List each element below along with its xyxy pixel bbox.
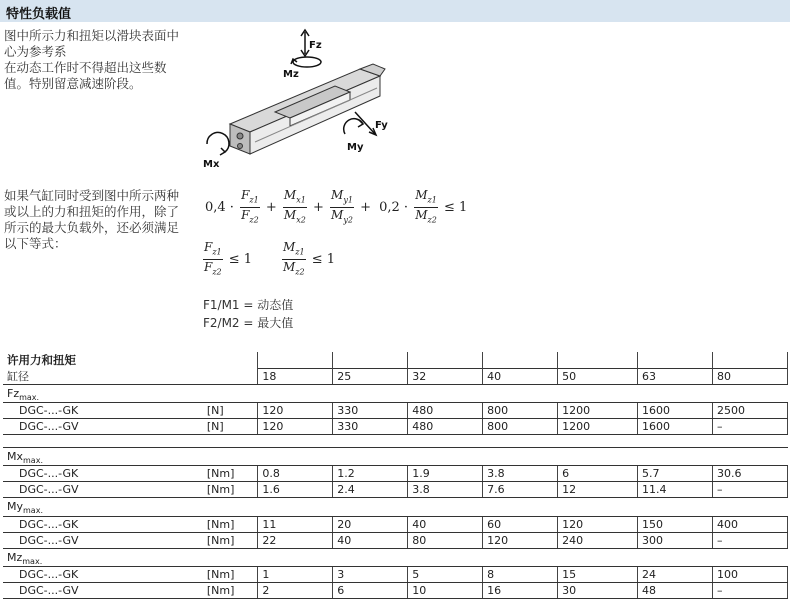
mz-ratio-formula — [282, 240, 337, 280]
formula-subscript: y1 — [343, 195, 353, 205]
table-title-spacer — [258, 352, 333, 368]
value-cell: 10 — [408, 582, 483, 598]
value-cell: 3.8 — [483, 466, 558, 482]
value-cell: 300 — [638, 532, 713, 548]
group-label — [3, 548, 788, 566]
value-cell: 1200 — [558, 403, 638, 419]
formula-plus: + — [312, 200, 324, 216]
mz-label: Mz — [283, 69, 299, 80]
formula-term-fz — [203, 240, 223, 280]
value-cell: 40 — [408, 516, 483, 532]
size-header-cell: 80 — [712, 368, 787, 385]
model-cell: DGC-...-GK — [3, 466, 203, 482]
value-cell: 8 — [483, 566, 558, 582]
formula-subscript: z2 — [249, 215, 259, 225]
unit-cell: [Nm] — [203, 532, 258, 548]
group-label — [3, 498, 788, 516]
value-cell: 1200 — [558, 419, 638, 435]
value-cell: 60 — [483, 516, 558, 532]
my-label: My — [347, 142, 364, 153]
value-cell: 120 — [258, 419, 333, 435]
value-cell: 7.6 — [483, 482, 558, 498]
table-title-row — [3, 352, 788, 368]
group-label — [3, 385, 788, 403]
section-title: 特性负载值 — [6, 7, 72, 22]
value-cell: – — [712, 582, 787, 598]
table-group-row — [3, 448, 788, 466]
formula-term-mx — [283, 188, 307, 228]
value-cell: 15 — [558, 566, 638, 582]
table-title-spacer — [483, 352, 558, 368]
value-cell: 5 — [408, 566, 483, 582]
unit-cell: [Nm] — [203, 582, 258, 598]
value-cell: 6 — [558, 466, 638, 482]
intro-line: 心为参考系 — [4, 44, 67, 59]
table-row — [3, 566, 788, 582]
value-cell: 2500 — [712, 403, 787, 419]
formula-symbol: M — [283, 188, 297, 202]
value-cell: 1.9 — [408, 466, 483, 482]
combined-line: 所示的最大负载外，还必须满足 — [4, 220, 180, 235]
value-cell: – — [712, 532, 787, 548]
formula-symbol: F — [204, 240, 213, 254]
formula-symbol: M — [331, 208, 344, 223]
value-cell: 2.4 — [333, 482, 408, 498]
mx-rotation-icon — [207, 133, 229, 155]
value-cell: 330 — [333, 403, 408, 419]
value-cell: 1.2 — [333, 466, 408, 482]
table-row — [3, 403, 788, 419]
unit-cell: [Nm] — [203, 566, 258, 582]
table-title-spacer — [408, 352, 483, 368]
formula-coefficient: 0,2 · — [379, 200, 409, 216]
value-cell: 40 — [333, 532, 408, 548]
fz-arrow — [301, 30, 309, 56]
value-cell: – — [712, 419, 787, 435]
value-cell: 30 — [558, 582, 638, 598]
size-header-cell: 32 — [408, 368, 483, 385]
group-subscript: max. — [23, 456, 43, 466]
formula-term-mz — [414, 188, 438, 228]
unit-header-blank — [203, 368, 258, 385]
formula-subscript: x2 — [296, 215, 306, 225]
table-row — [3, 582, 788, 598]
value-cell: 330 — [333, 419, 408, 435]
value-cell: 20 — [333, 516, 408, 532]
table-title: 许用力和扭矩 — [7, 353, 76, 367]
group-subscript: max. — [22, 556, 43, 566]
formula-subscript: z2 — [295, 267, 305, 277]
value-cell: 12 — [558, 482, 638, 498]
value-cell: 11 — [258, 516, 333, 532]
formula-symbol: F — [204, 260, 213, 275]
table-spacer-cell — [3, 435, 788, 448]
value-cell: – — [712, 482, 787, 498]
group-subscript: max. — [23, 506, 43, 516]
unit-cell: [Nm] — [203, 516, 258, 532]
intro-line: 在动态工作时不得超出这些数 — [4, 60, 167, 75]
combined-load-text — [4, 188, 189, 252]
table-row — [3, 516, 788, 532]
size-header-cell: 50 — [558, 368, 638, 385]
value-cell: 480 — [408, 419, 483, 435]
table-title-spacer — [333, 352, 408, 368]
value-cell: 1600 — [638, 419, 713, 435]
fy-arrow — [355, 112, 376, 135]
combined-line: 以下等式： — [4, 236, 67, 251]
formula-term-mz — [282, 240, 306, 280]
table-title-spacer — [712, 352, 787, 368]
value-cell: 150 — [638, 516, 713, 532]
value-cell: 11.4 — [638, 482, 713, 498]
formula-leq: ≤ 1 — [228, 252, 253, 268]
fy-label: Fy — [375, 120, 388, 131]
size-header-cell: 18 — [258, 368, 333, 385]
section-header — [0, 0, 790, 22]
formula-subscript: y2 — [343, 215, 353, 225]
size-header-cell: 63 — [638, 368, 713, 385]
table-row — [3, 482, 788, 498]
value-cell: 6 — [333, 582, 408, 598]
cylinder-diagram — [195, 24, 410, 176]
value-cell: 2 — [258, 582, 333, 598]
mz-rotation-icon — [291, 57, 321, 67]
formula-symbol: M — [415, 208, 428, 223]
unit-cell: [N] — [203, 419, 258, 435]
value-cell: 240 — [558, 532, 638, 548]
formula-term-fz — [240, 188, 260, 228]
intro-text — [4, 28, 189, 92]
formula-subscript: z1 — [295, 247, 305, 257]
formula-subscript: z1 — [427, 195, 437, 205]
value-cell: 800 — [483, 403, 558, 419]
formula-subscript: z2 — [212, 267, 222, 277]
legend-dynamic: F1/M1 = 动态值 — [203, 298, 294, 312]
table-group-row — [3, 548, 788, 566]
table-row — [3, 466, 788, 482]
formula-leq: ≤ 1 — [311, 252, 336, 268]
model-cell: DGC-...-GV — [3, 482, 203, 498]
value-cell: 0.8 — [258, 466, 333, 482]
table-row — [3, 532, 788, 548]
formula-leq: ≤ 1 — [443, 200, 468, 216]
formula-symbol: M — [283, 260, 296, 275]
value-cell: 1 — [258, 566, 333, 582]
value-cell: 24 — [638, 566, 713, 582]
value-cell: 48 — [638, 582, 713, 598]
model-cell: DGC-...-GK — [3, 516, 203, 532]
unit-cell: [N] — [203, 403, 258, 419]
value-cell: 120 — [258, 403, 333, 419]
formula-plus: + — [265, 200, 277, 216]
cylinder-body-illustration — [230, 64, 385, 154]
value-cell: 1600 — [638, 403, 713, 419]
value-cell: 100 — [712, 566, 787, 582]
formula-symbol: M — [283, 208, 297, 223]
group-symbol: Fz — [7, 387, 20, 400]
formula-symbol: M — [331, 188, 344, 202]
my-rotation-icon — [344, 119, 363, 134]
value-cell: 800 — [483, 419, 558, 435]
value-cell: 120 — [483, 532, 558, 548]
group-symbol: Mx — [7, 450, 24, 464]
size-header-cell: 25 — [333, 368, 408, 385]
value-cell: 5.7 — [638, 466, 713, 482]
value-cell: 22 — [258, 532, 333, 548]
group-subscript: max. — [19, 393, 40, 403]
value-cell: 400 — [712, 516, 787, 532]
formula-symbol: M — [283, 240, 296, 254]
model-cell: DGC-...-GK — [3, 403, 203, 419]
fz-ratio-formula — [203, 240, 254, 280]
formula-symbol: F — [241, 208, 250, 223]
model-cell: DGC-...-GV — [3, 532, 203, 548]
combined-line: 或以上的力和扭矩的作用，除了 — [4, 204, 180, 219]
formula-subscript: z1 — [212, 247, 222, 257]
model-cell: DGC-...-GV — [3, 582, 203, 598]
formula-subscript: x1 — [296, 195, 306, 205]
combined-line: 如果气缸同时受到图中所示两种 — [4, 188, 180, 203]
value-cell: 3 — [333, 566, 408, 582]
group-label — [3, 448, 788, 466]
model-cell: DGC-...-GV — [3, 419, 203, 435]
table-spacer-row — [3, 435, 788, 448]
formula-symbol: F — [241, 188, 250, 202]
value-cell: 1.6 — [258, 482, 333, 498]
formula-subscript: z2 — [427, 215, 437, 225]
value-cell: 80 — [408, 532, 483, 548]
formula-subscript: z1 — [249, 195, 259, 205]
table-title-spacer — [558, 352, 638, 368]
value-cell: 30.6 — [712, 466, 787, 482]
table-group-row — [3, 498, 788, 516]
combined-load-formula — [203, 188, 469, 228]
group-symbol: Mz — [7, 550, 23, 564]
intro-line: 值。特别留意减速阶段。 — [4, 76, 142, 91]
unit-cell: [Nm] — [203, 466, 258, 482]
table-row — [3, 419, 788, 435]
fz-label: Fz — [309, 40, 322, 51]
unit-cell: [Nm] — [203, 482, 258, 498]
value-cell: 3.8 — [408, 482, 483, 498]
size-header-cell: 40 — [483, 368, 558, 385]
formula-coefficient: 0,4 · — [205, 200, 234, 216]
table-title-spacer — [638, 352, 713, 368]
formula-plus: + — [360, 200, 371, 216]
legend-maximum: F2/M2 = 最大值 — [203, 316, 294, 330]
table-group-row — [3, 385, 788, 403]
intro-line: 图中所示力和扭矩以滑块表面中 — [4, 28, 180, 43]
mx-label: Mx — [203, 159, 220, 170]
value-cell: 16 — [483, 582, 558, 598]
size-label: 缸径 — [3, 368, 203, 385]
value-cell: 480 — [408, 403, 483, 419]
value-cell: 120 — [558, 516, 638, 532]
formula-symbol: M — [415, 188, 428, 202]
size-header-row — [3, 368, 788, 385]
formula-term-my — [330, 188, 354, 228]
group-symbol: My — [7, 500, 24, 514]
load-table — [3, 352, 788, 599]
model-cell: DGC-...-GK — [3, 566, 203, 582]
